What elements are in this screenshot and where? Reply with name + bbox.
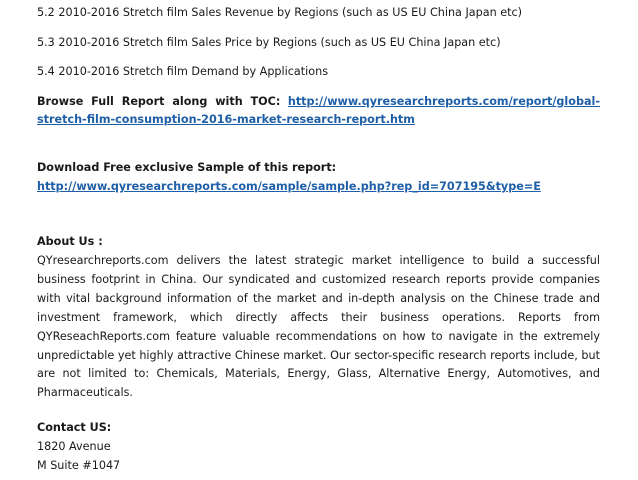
about-line-8: Pharmaceuticals. <box>37 386 133 399</box>
sample-link-line <box>37 180 541 194</box>
browse-report-line <box>37 95 600 109</box>
toc-item-5-4: 5.4 2010-2016 Stretch film Demand by Applications <box>37 65 329 78</box>
contact-address-line-1: 1820 Avenue <box>37 440 111 453</box>
sample-link[interactable]: http://www.qyresearchreports.com/sample/sample.php?rep_id=707195&type=E <box>37 180 541 193</box>
toc-item-5-3: 5.3 2010-2016 Stretch film Sales Price by Regions (such as US EU China Japan etc) <box>37 36 501 49</box>
contact-address-line-2: M Suite #1047 <box>37 459 121 472</box>
about-line-3: with vital background information of the market and in-depth analysis on the Chinese trade and <box>37 292 600 305</box>
about-line-1: QYresearchreports.com delivers the latest strategic market intelligence to build a successful <box>37 254 600 267</box>
browse-report-link-line2 <box>37 113 415 127</box>
about-heading: About Us : <box>37 235 103 248</box>
browse-report-link-part1[interactable]: http://www.qyresearchreports.com/report/global- <box>287 95 600 108</box>
contact-heading: Contact US: <box>37 421 112 434</box>
sample-label: Download Free exclusive Sample of this report: <box>37 161 337 174</box>
about-line-4: investment framework, which directly affects their business operations. Reports from <box>37 311 600 324</box>
toc-item-5-2: 5.2 2010-2016 Stretch film Sales Revenue by Regions (such as US EU China Japan etc) <box>37 6 523 19</box>
about-line-2: business footprint in China. Our syndicated and customized research reports provide companies <box>37 273 600 286</box>
browse-report-label: Browse Full Report along with TOC: <box>37 95 281 108</box>
about-line-5: QYReseachReports.com feature valuable recommendations on how to navigate in the extremely <box>37 330 600 343</box>
browse-report-link-part2[interactable]: stretch-film-consumption-2016-market-research-report.htm <box>37 113 415 126</box>
about-line-6: unpredictable yet highly attractive Chinese market. Our sector-specific research reports include, but <box>37 349 600 362</box>
about-line-7: are not limited to: Chemicals, Materials, Energy, Glass, Alternative Energy, Automotives, and <box>37 367 600 380</box>
